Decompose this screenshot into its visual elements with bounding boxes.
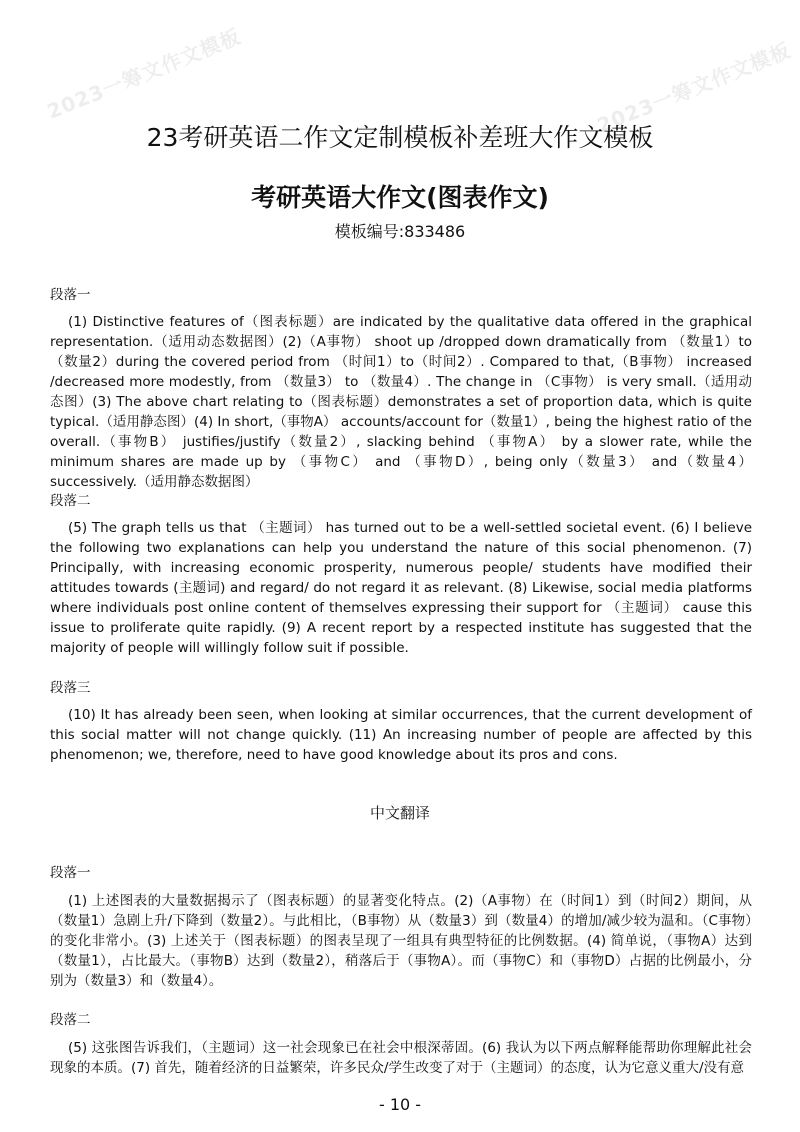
template-number: 模板编号:833486 — [334, 222, 466, 241]
watermark-top-left: 2023一筹文作文模板 — [43, 24, 245, 124]
paragraph-3: (10) It has already been seen, when looking at similar occurrences, that the current development of this social matter will not change quickly. (11) An increasing number of people are affected by this phenomenon; we, therefore, need to have good knowledge about its pros and cons. — [50, 707, 752, 763]
section-label-3: 段落三 — [50, 680, 91, 696]
translation-paragraph-1: (1) 上述图表的大量数据揭示了（图表标题）的显著变化特点。(2)（A事物）在（时间1）到（时间2）期间，从（数量1）急剧上升/下降到（数量2）。与此相比，（B事物）从（数量3）到（数量4）的增加/减少较为温和。（C事物）的变化非常小。(3) 上述关于（图表标题）的图表呈现了一组具有典型特征的比例数据。(4) 简单说，（事物A）达到（数量1），占比最大。（事物B）达到（数量2），稍落后于（事物A）。而（事物C）和（事物D）占据的比例最小，分别为（数量3）和（数量4）。 — [50, 893, 752, 989]
paragraph-2: (5) The graph tells us that （主题词） has turned out to be a well-settled societal event. (6) I believe the following two explanations can help you understand the nature of this social phenomenon. (7) Principally, with increasing economic prosperity, numerous people/ students have modified their attitudes towards (主题词) and regard/ do not regard it as relevant. (8) Likewise, social media platforms where individuals post online content of themselves expressing their support for （主题词） cause this issue to proliferate quite rapidly. (9) A recent report by a respected institute has suggested that the majority of people will willingly follow suit if possible. — [50, 520, 752, 656]
section-label-2: 段落二 — [50, 493, 91, 509]
paragraph-1: (1) Distinctive features of（图表标题）are indicated by the qualitative data offered in the graphical representation.（适用动态数据图）(2)（A事物） shoot up /dropped down dramatically from （数量1）to（数量2）during the covered period from （时间1）to（时间2）. Compared to that,（B事物） increased /decreased more modestly, from （数量3） to （数量4）. The change in （C事物） is very small.（适用动态图）(3) The above chart relating to（图表标题）demonstrates a set of proportion data, which is quite typical.（适用静态图）(4) In short,（事物A） accounts/account for（数量1）, being the highest ratio of the overall.（事物B） justifies/justify（数量2）, slacking behind （事物A） by a slower rate, while the minimum shares are made up by （事物C） and （事物D）, being only（数量3） and（数量4） successively.（适用静态数据图） — [50, 314, 752, 490]
document-title: 23考研英语二作文定制模板补差班大作文模板 — [146, 123, 654, 152]
section-label-1: 段落一 — [50, 287, 91, 303]
watermark-top-right: 2023一筹文作文模板 — [593, 38, 795, 138]
translation-label-1: 段落一 — [50, 865, 91, 881]
page-number: - 10 - — [378, 1095, 422, 1114]
translation-label-2: 段落二 — [50, 1012, 91, 1028]
document-subtitle: 考研英语大作文(图表作文) — [251, 183, 549, 212]
translation-paragraph-2: (5) 这张图告诉我们，（主题词）这一社会现象已在社会中根深蒂固。(6) 我认为以下两点解释能帮助你理解此社会现象的本质。(7) 首先，随着经济的日益繁荣，许多民众/学生改变了对于（主题词）的态度，认为它意义重大/没有意 — [50, 1040, 752, 1076]
translation-title: 中文翻译 — [369, 804, 430, 822]
